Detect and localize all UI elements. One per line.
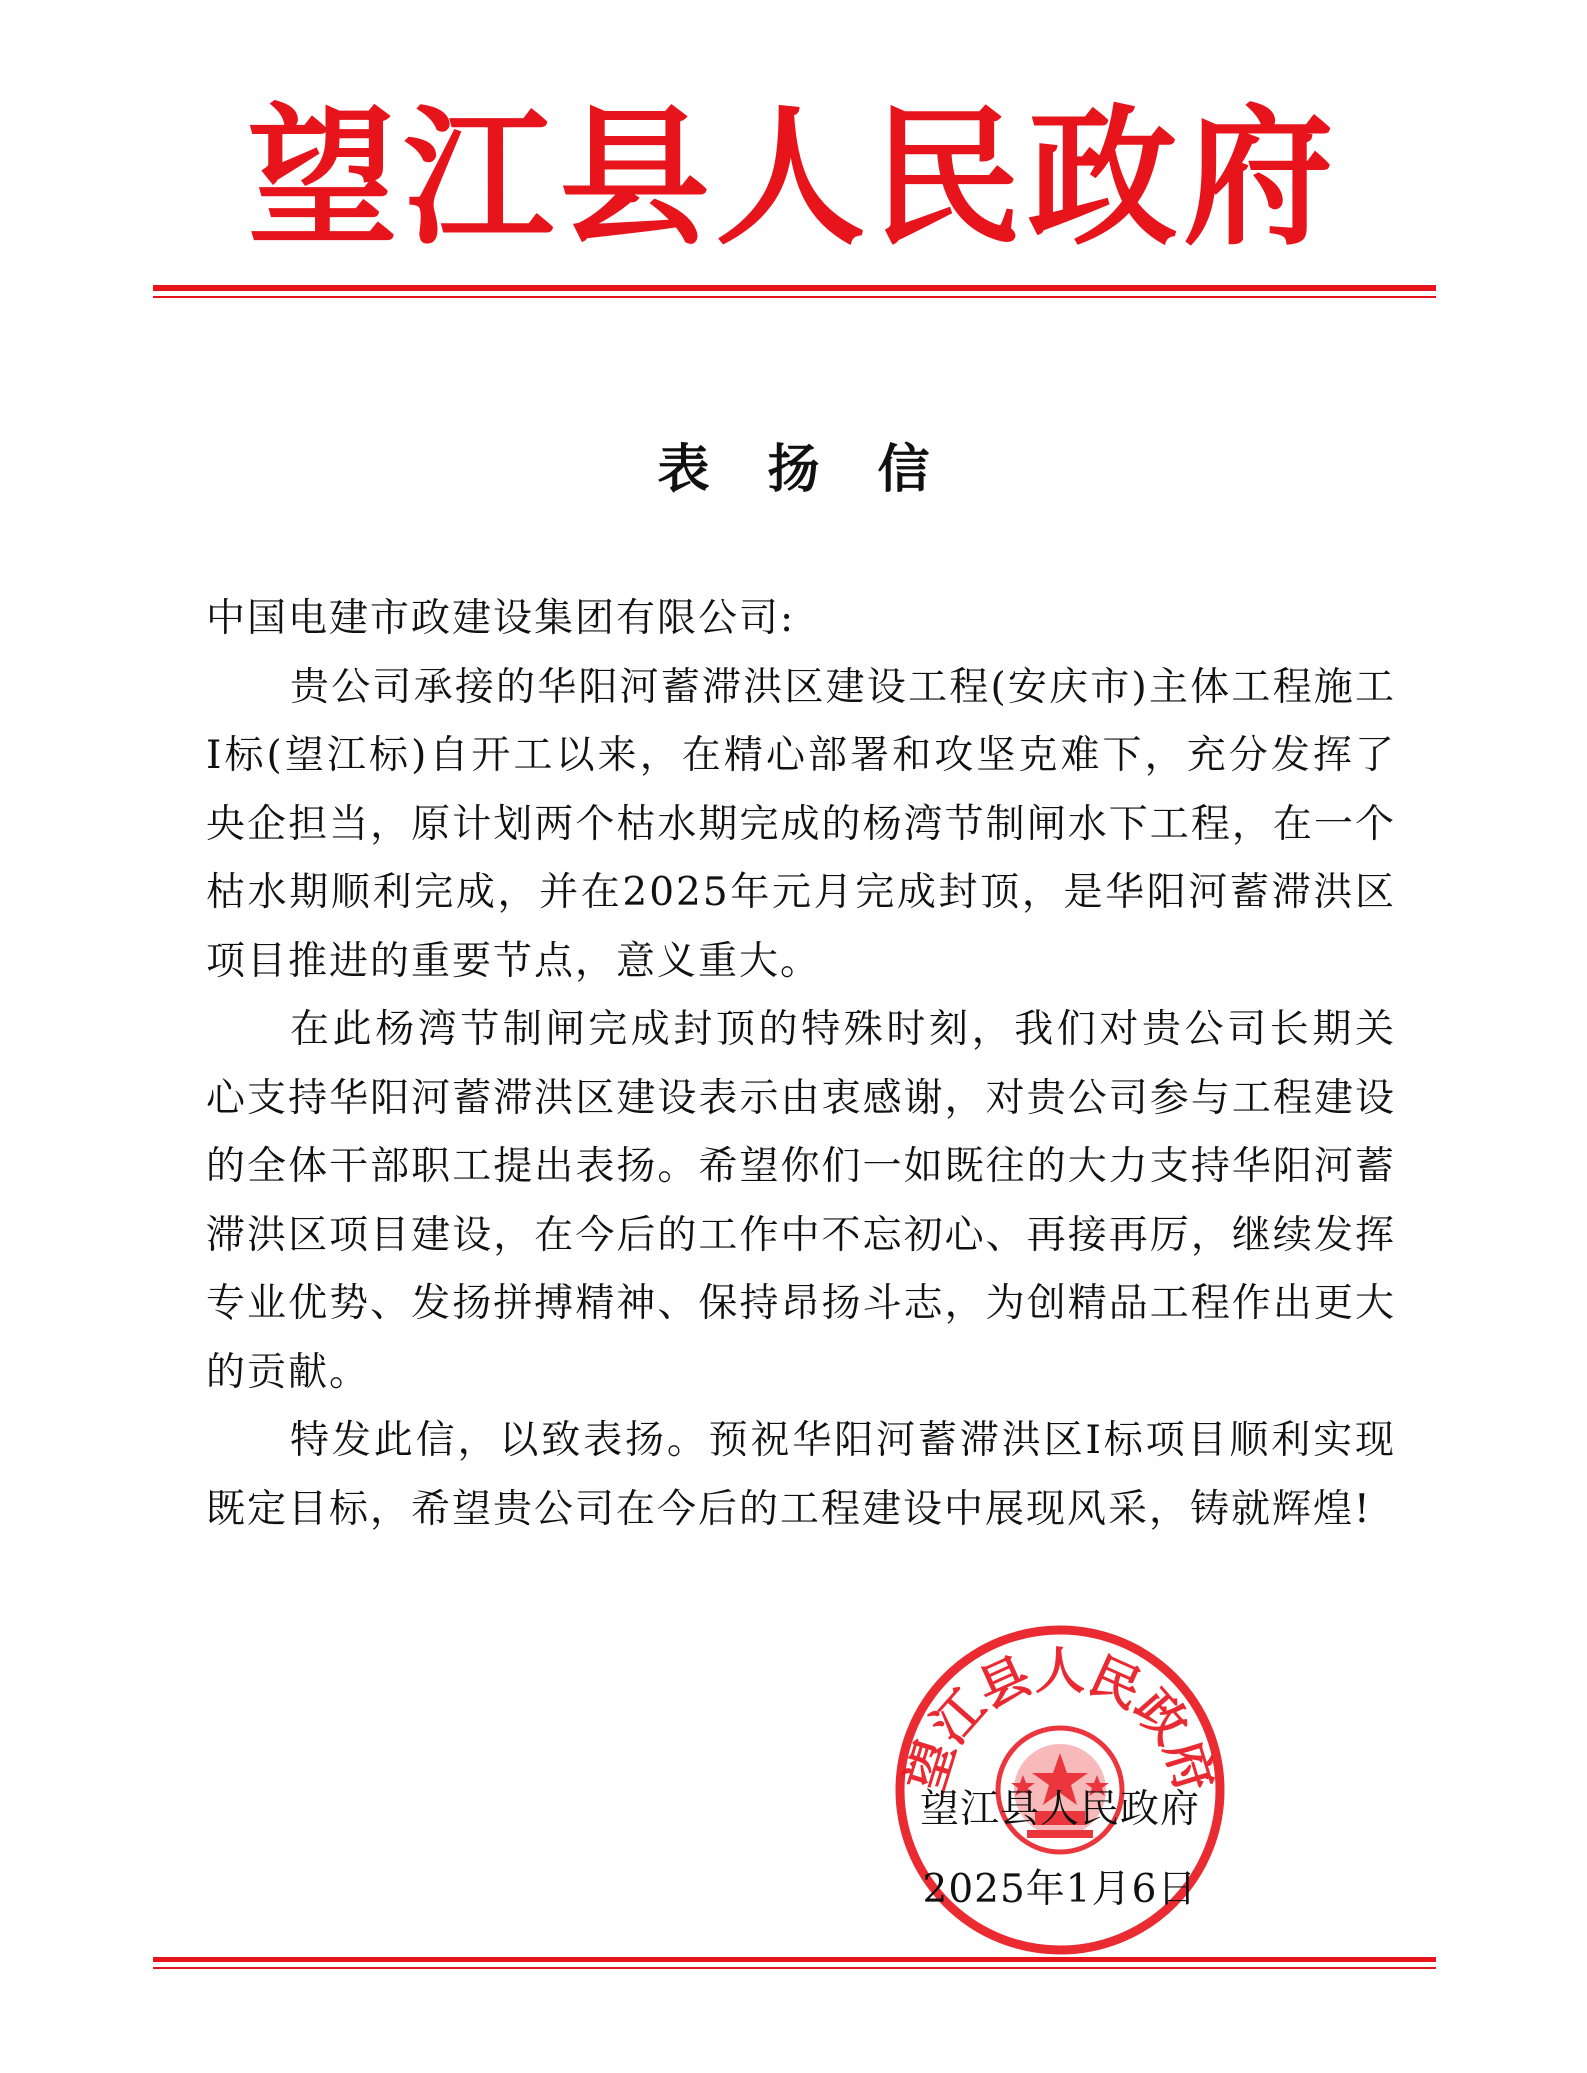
letter-body [206, 585, 1396, 1544]
paragraph-2: 在此杨湾节制闸完成封顶的特殊时刻，我们对贵公司长期关心支持华阳河蓄滞洪区建设表示由衷感谢，对贵公司参与工程建设的全体干部职工提出表扬。希望你们一如既往的大力支持华阳河蓄滞洪区项目建设，在今后的工作中不忘初心、再接再厉，继续发挥专业优势、发扬拼搏精神、保持昂扬斗志，为创精品工程作出更大的贡献。 [206, 1007, 1396, 1395]
paragraph-3: 特发此信，以致表扬。预祝华阳河蓄滞洪区Ⅰ标项目顺利实现既定目标，希望贵公司在今后的工程建设中展现风采，铸就辉煌! [206, 1418, 1396, 1532]
footer-rule-thin [153, 1967, 1436, 1969]
footer-rule-thick [153, 1957, 1436, 1962]
letterhead-rule-thick [153, 285, 1436, 291]
letterhead-title: 望江县人民政府 [247, 90, 1340, 266]
letterhead-rule-thin [153, 296, 1436, 298]
signature-date: 2025年1月6日 [922, 1867, 1198, 1912]
signature-organization: 望江县人民政府 [919, 1787, 1200, 1832]
salutation: 中国电建市政建设集团有限公司: [206, 596, 796, 641]
seal-text: 望江县人民政府 [895, 1641, 1225, 1799]
document-title: 表扬信 [657, 440, 988, 500]
paragraph-1: 贵公司承接的华阳河蓄滞洪区建设工程(安庆市)主体工程施工Ⅰ标(望江标)自开工以来，在精心部署和攻坚克难下，充分发挥了央企担当，原计划两个枯水期完成的杨湾节制闸水下工程，在一个枯水期顺利完成，并在2025年元月完成封顶，是华阳河蓄滞洪区项目推进的重要节点，意义重大。 [206, 664, 1396, 984]
